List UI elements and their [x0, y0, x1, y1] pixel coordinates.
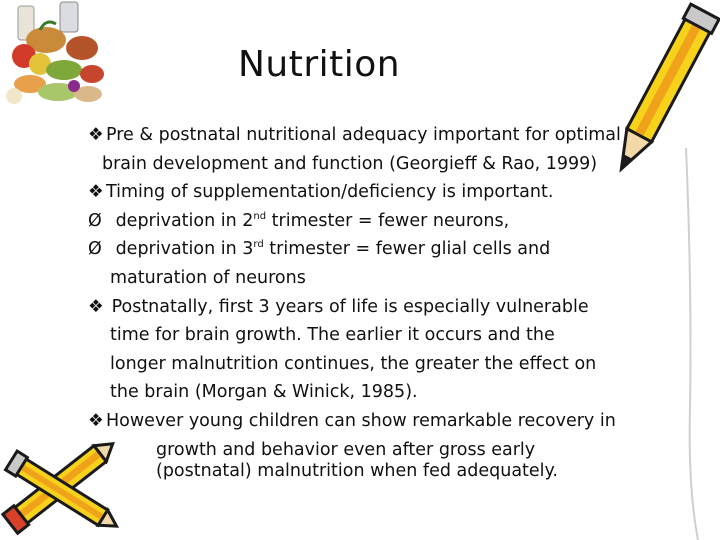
- bullet-text: (postnatal) malnutrition when fed adequately.: [156, 461, 558, 481]
- arrow-bullet-icon: Ø: [88, 239, 102, 260]
- bullet-text: brain development and function (Georgieff & Rao, 1999): [102, 153, 598, 174]
- diamond-bullet-icon: ❖: [88, 411, 104, 431]
- food-basket-icon: [0, 0, 112, 112]
- bullet-continuation: [110, 321, 555, 350]
- sub-bullet-item: [88, 235, 550, 264]
- bullet-text: growth and behavior even after gross early: [156, 439, 536, 460]
- bullet-text: Timing of supplementation/deficiency is important.: [106, 182, 554, 203]
- bullet-text: the brain (Morgan & Winick, 1985).: [110, 382, 418, 403]
- arrow-bullet-icon: Ø: [88, 210, 102, 231]
- diamond-bullet-icon: ❖: [88, 125, 104, 145]
- bullet-text-pre: deprivation in 3: [110, 239, 254, 260]
- decorative-line: [678, 148, 718, 540]
- bullet-text: Postnatally, first 3 years of life is especially vulnerable: [106, 296, 589, 317]
- bullet-continuation: [110, 264, 306, 293]
- bullet-continuation: [110, 350, 596, 379]
- bullet-text-post: trimester = fewer neurons,: [266, 210, 510, 231]
- diamond-bullet-icon: ❖: [88, 182, 104, 203]
- bullet-continuation: [110, 378, 418, 407]
- bullet-item: [88, 178, 553, 207]
- bullet-text: longer malnutrition continues, the greater the effect on: [110, 353, 597, 374]
- bullet-item: [88, 293, 589, 322]
- diamond-bullet-icon: ❖: [88, 296, 104, 317]
- bullet-text-pre: deprivation in 2: [110, 210, 254, 231]
- crossed-pencils-icon: [0, 430, 130, 540]
- ordinal-suffix: rd: [253, 239, 264, 251]
- bullet-item: [88, 121, 621, 150]
- ordinal-suffix: nd: [253, 210, 267, 222]
- bullet-text: maturation of neurons: [110, 268, 306, 288]
- bullet-continuation: [156, 457, 558, 486]
- bullet-text: However young children can show remarkable recovery in: [106, 411, 616, 431]
- sub-bullet-item: [88, 207, 509, 236]
- bullet-text: time for brain growth. The earlier it occurs and the: [110, 325, 555, 346]
- bullet-continuation: [102, 150, 597, 179]
- bullet-text: Pre & postnatal nutritional adequacy important for optimal: [106, 125, 621, 145]
- slide-title: Nutrition: [238, 44, 401, 85]
- bullet-item: [88, 407, 616, 436]
- bullet-text-post: trimester = fewer glial cells and: [263, 239, 551, 260]
